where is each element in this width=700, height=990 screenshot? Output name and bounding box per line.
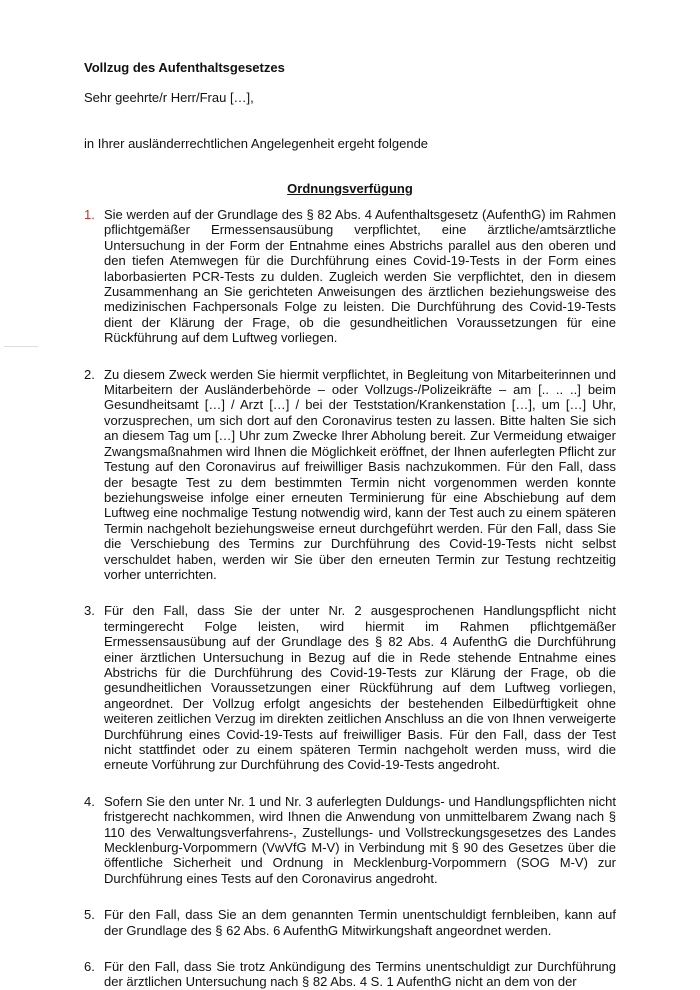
item-text: Für den Fall, dass Sie trotz Ankündigung des Termins unentschuldigt zur Durchführung der ärztlichen Untersuchung nach § 82 Abs. 4 S. 1 AufenthG nicht an dem von der xyxy=(104,959,616,990)
intro-line: in Ihrer ausländerrechtlichen Angelegenheit ergeht folgende xyxy=(84,136,429,151)
item-text: Für den Fall, dass Sie an dem genannten Termin unentschuldigt fernbleiben, kann auf der Grundlage des § 62 Abs. 6 AufenthG Mitwirkungshaft angeordnet werden. xyxy=(104,907,616,938)
item-text: Sofern Sie den unter Nr. 1 und Nr. 3 auferlegten Duldungs- und Handlungspflichten nicht fristgerecht nachkommen, wird Ihnen die Anwendung von unmittelbarem Zwang nach § 110 des Verwaltungsverfahrens-, Zustellungs- und Vollstreckungsgesetzes des Landes Mecklenburg-Vorpommern (VwVfG M-V) in Verbindung mit § 90 des Gesetzes über die öffentliche Sicherheit und Ordnung in Mecklenburg-Vorpommern (SOG M-V) zur Durchführung eines Tests auf den Coronavirus angedroht. xyxy=(104,793,616,886)
item-number: 6. xyxy=(84,959,95,975)
document-heading: Vollzug des Aufenthaltsgesetzes xyxy=(84,60,285,75)
item-number: 1. xyxy=(84,207,95,222)
list-item xyxy=(84,959,616,990)
item-text: Für den Fall, dass Sie der unter Nr. 2 ausgesprochenen Handlungspflicht nicht termingerecht Folge leisten, wird hiermit im Rahmen pflichtgemäßer Ermessensausübung auf der Grundlage des § 82 Abs. 4 AufenthG die Durchführung einer ärztlichen Untersuchung in Bezug auf die in Rede stehende Entnahme eines Abstrichs für die Durchführung des Covid-19-Tests zur Klärung der Frage, ob die gesundheitlichen Voraussetzungen einer Rückführung auf dem Luftweg vorliegen, angeordnet. Der Vollzug erfolgt angesichts der bestehenden Eilbedürftigkeit ohne weiteren zeitlichen Verzug im direkten zeitlichen Anschluss an die von Ihnen verweigerte Durchführung eines Covid-19-Tests auf freiwilliger Basis. Für den Fall, dass der Test nicht stattfindet oder zu einem späteren Termin nachgeholt werden muss, wird die erneute Vorführung zur Durchführung des Covid-19-Tests angedroht. xyxy=(104,603,616,773)
list-item xyxy=(84,367,616,583)
list-item xyxy=(84,794,616,886)
item-number: 2. xyxy=(84,366,95,382)
list-item xyxy=(84,907,616,938)
margin-mark xyxy=(4,346,38,347)
list-item xyxy=(84,603,616,772)
item-number: 5. xyxy=(84,907,95,923)
list-item xyxy=(84,207,616,346)
item-text: Zu diesem Zweck werden Sie hiermit verpflichtet, in Begleitung von Mitarbeiterinnen und Mitarbeitern der Ausländerbehörde – oder Vollzugs-/Polizeikräfte – am [.. .. ..] beim Gesundheitsamt […] / Arzt […] / bei der Teststation/Krankenstation […], um […] Uhr, vorzusprechen, um sich dort auf den Coronavirus testen zu lassen. Bitte halten Sie sich an diesem Tag um […] Uhr zum Zwecke Ihrer Abholung bereit. Zur Vermeidung etwaiger Zwangsmaßnahmen wird Ihnen die Möglichkeit eröffnet, der Ihnen auferlegten Pflicht zur Testung auf den Coronavirus auf freiwilliger Basis nachzukommen. Für den Fall, dass der besagte Test zu dem bestimmten Termin nicht vorgenommen werden konnte beziehungsweise infolge einer erneuten Terminierung für eine Abschiebung auf dem Luftweg eine nochmalige Testung notwendig wird, kann der Test auch zu einem späteren Termin nachgeholt beziehungsweise erneut durchgeführt werden. Für den Fall, dass Sie die Verschiebung des Termins zur Durchführung des Covid-19-Tests nicht selbst verschuldet haben, werden wir Sie über den erneuten Termin zur Testung rechtzeitig vorher unterrichten. xyxy=(104,366,616,582)
item-number: 3. xyxy=(84,603,95,619)
item-number: 4. xyxy=(84,793,95,809)
document-title: Ordnungsverfügung xyxy=(287,181,413,196)
salutation: Sehr geehrte/r Herr/Frau […], xyxy=(84,90,254,105)
item-text: Sie werden auf der Grundlage des § 82 Abs. 4 Aufenthaltsgesetz (AufenthG) im Rahmen pflichtgemäßer Ermessensausübung verpflichtet, eine ärztliche/amtsärztliche Untersuchung in der Form der Entnahme eines Abstrichs parallel aus den oberen und den tiefen Atemwegen für die Durchführung eines Covid-19-Tests in der Form eines laborbasierten PCR-Tests zu dulden. Zugleich werden Sie verpflichtet, den in diesem Zusammenhang an Sie gerichteten Anweisungen des ärztlichen beziehungsweise des medizinischen Fachpersonals Folge zu leisten. Die Durchführung des Covid-19-Tests dient der Klärung der Frage, ob die gesundheitlichen Voraussetzungen für eine Rückführung auf dem Luftweg vorliegen. xyxy=(104,207,616,346)
order-items-list xyxy=(84,207,616,990)
